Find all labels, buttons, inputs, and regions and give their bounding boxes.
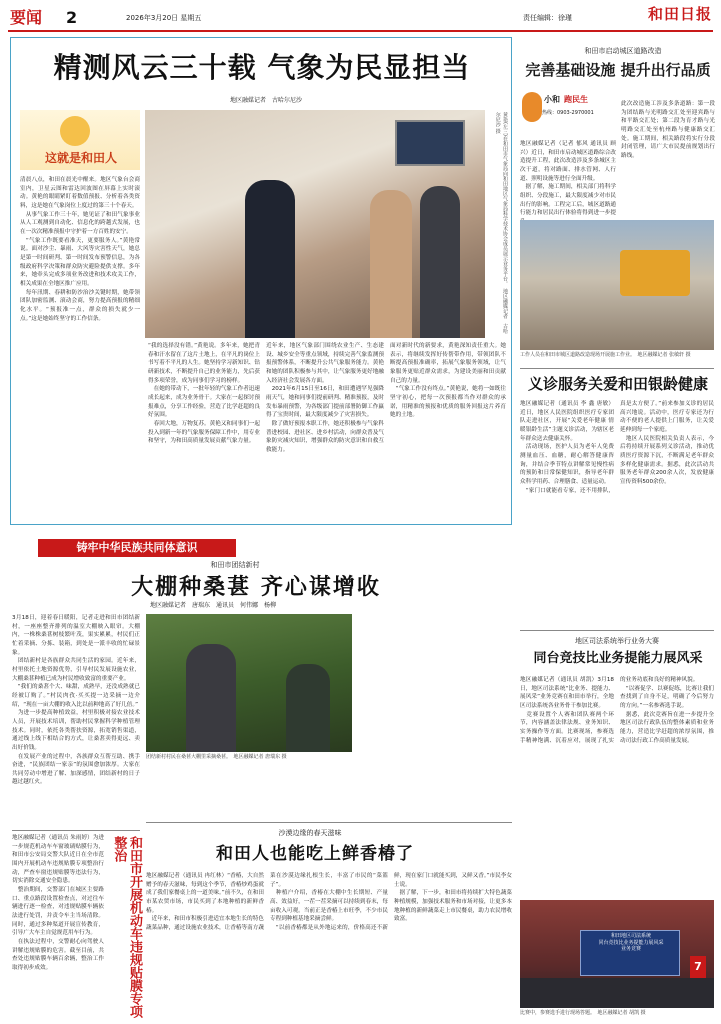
road-body: 地区融媒记者（记者 郁风 通讯员 顾兴）近日，和田市启动城区道路综合改造提升工程，此次改造涉及多条城区主次干道，将对路面、排水管网、人行道、照明设施等进行全面升级。 据了解，施工期间，相关部门将科学组织、分段施工，最大限度减少对市民出行的影响。工程完工后，城区道路通行能力和居民出行体验将得到进一步提 [520, 141, 616, 217]
desk-row [520, 978, 714, 1008]
feature-headline: 精测风云三十载 气象为民显担当 [53, 51, 471, 84]
hotline: 热线：0903-2970001 [542, 110, 594, 116]
header-rule [8, 30, 713, 32]
topic-banner [38, 539, 236, 557]
page-header [8, 4, 713, 30]
score-value: 7 [694, 960, 702, 973]
divider-a5 [146, 822, 512, 823]
excavator-shape [620, 250, 690, 296]
road-kicker: 和田市启动城区道路改造 [584, 47, 662, 55]
feature-col-3: 近年来，地区气象部门围绕农业生产、生态建设、城乡安全等重点领域，持续完善气象监测预报预警体系，不断提升公共气象服务能力。黄艳和她的团队积极参与其中，让气象服务更好地融入经济社会发展各方面。 2021年6月15日至16日，和田遭遇罕见强降雨天气，她和同事们提前研判、精准预报，及时发布暴雨预警，为各级部门提前部署防御工作赢得了宝贵时间，最大限度减少了灾害损失。 除了做好预报本职工作，她还积极参与气象科普进校园、进社区、进乡村活动，向群众普及气象防灾减灾知识，增强群众的防灾意识和自救互救能力。 [266, 343, 384, 453]
farmer-figure-2 [286, 664, 330, 752]
banner-label: 铸牢中华民族共同体意识 [76, 541, 198, 554]
issue-date: 2026年3月20日 星期五 [126, 14, 202, 22]
road-photo-caption: 工作人员在和田市城区道路改造现场开展施工作业。 地区融媒记者 张敏轩 摄 [520, 352, 691, 358]
logo-name: 小和 [544, 95, 560, 104]
page-number: 2 [66, 8, 78, 27]
mulberry-photo-caption: 团结新村村民在桑葚大棚里采摘桑葚。 地区融媒记者 唐瑞东 摄 [146, 754, 287, 760]
stage-screen [580, 930, 680, 976]
toona-body: 地区融媒记者（通讯员 冉红林）“香椿，大自然赠予的春天滋味，每到这个季节，香椿炒鸡蛋就成了我们家餐桌上的一道美味。”前不久，在和田市某农贸市场，市民买到了本地种植的新鲜香椿。 近年来，和田市积极引进适宜本地生长的特色蔬菜品种，通过设施农业技术，让香椿等南方蔬菜在沙漠边缘扎根生长，丰富了市民的“菜篮子”。 种植户介绍，香椿在大棚中生长期短、产量高、效益好，一茬一茬采摘可以持续到春末，每亩收入可观。当前正是香椿上市旺季，不少市民专程到种植基地采摘尝鲜。 “以前香椿都是从外地运来的，价格高还不新鲜，现在家门口就能买到，又鲜又香。”市民李女士说。 据了解，下一步，和田市将持续扩大特色蔬菜种植规模，加强技术服务和市场对接，让更多本地种植的新鲜蔬菜走上市民餐桌，助力农民增收致富。 [146, 873, 512, 931]
score-sign [690, 956, 706, 978]
person-figure-2 [370, 190, 412, 338]
feature-deco [20, 110, 140, 170]
contest-body: 地区融媒记者（通讯员 胡凯）3月18日，地区司法系统“比业务、提能力、展风采”业务竞赛在和田市举行，全地区司法系统各业务骨干参加比赛。 竞赛设置个人赛和团队赛两个环节，内容涵盖法律法规、业务知识、实务操作等方面。比赛现场，参赛选手精神饱满、沉着应对，展现了扎实的业务功底和良好的精神风貌。 “以赛促学、以赛促练，比赛让我们查找到了自身不足，明确了今后努力的方向。”一名参赛选手说。 据悉，此次竞赛旨在进一步提升全地区司法行政队伍的整体素质和业务能力，营造比学赶超的浓厚氛围，推动司法行政工作高质量发展。 [520, 677, 714, 744]
mulberry-byline: 地区融媒记者 唐瑞东 通讯员 何伟娜 杨柳 [150, 602, 277, 609]
toona-headline: 和田人也能吃上鲜香椿了 [216, 844, 414, 864]
mulberry-kicker: 和田市团结新村 [210, 561, 260, 569]
toona-kicker: 沙漠边缘的春天滋味 [278, 829, 342, 837]
clinic-headline: 义诊服务关爱和田银龄健康 [527, 375, 708, 393]
farmer-figure [186, 644, 236, 752]
feature-photo [145, 110, 485, 338]
filmtint-headline: 和田市开展机动车违规贴膜专项整治 [111, 836, 142, 1018]
divider-a3 [520, 368, 714, 369]
monitor-shape [395, 120, 465, 166]
contest-photo [520, 900, 714, 1008]
feature-col-2: “我的选择没有错。”黄艳说。多年来，她把青春和汗水留在了这片土地上，在平凡的岗位上书写着不平凡的人生。她坚持学习新知识、钻研新技术，不断提升自己的业务能力，先后获得多项荣誉，成为同事们学习的榜样。 在她的带动下，一批年轻的气象工作者迅速成长起来，成为业务骨干。大家在一起探讨预报难点，分享工作经验，营造了比学赶超的良好氛围。 春回大地，万物复苏。黄艳又和同事们一起投入到新一年的气象服务保障工作中，用专业和坚守，为和田高质量发展贡献气象力量。 [148, 343, 260, 445]
sun-icon [60, 116, 90, 146]
logo-sub: 跑民生 [564, 95, 588, 104]
road-headline: 完善基础设施 提升出行品质 [525, 61, 711, 79]
screen-text: 和田地区司法系统 同台竞技比业务提能力展风采 业务竞赛 [598, 933, 664, 952]
mulberry-headline: 大棚种桑葚 齐心谋增收 [131, 574, 381, 600]
contest-kicker: 地区司法系统举行业务大赛 [575, 637, 659, 645]
clinic-body: 地区融媒记者（通讯员 李 鑫 唐敏）近日，地区人民医院组织医疗专家团队走进社区，开展“关爱老年健康 情暖银龄生活”主题义诊活动，为辖区老年群众送去健康关怀。 活动现场，医护人员为老年人免费测量血压、血糖，耐心解答健康咨询，并结合季节特点讲解常见慢性病的预防和日常保健知识，指导老年群众科学用药、合理膳食、适量运动。 “家门口就能看专家，还不用排队，真是太方便了。”前来参加义诊的居民高兴地说。活动中，医疗专家还为行动不便的老人提供上门服务，让关爱延伸到每一个家庭。 地区人民医院相关负责人表示，今后将持续开展系列义诊活动，推动优质医疗资源下沉，不断满足老年群众多样化健康需求。据悉，此次活动共服务老年群众200余人次，发放健康宣传资料500余份。 [520, 401, 714, 494]
feature-col-1: 清晨八点，和田在晨光中醒来。地区气象台会商室内，卫星云图和雷达回波图在屏幕上实时滚动。黄艳的眼睛紧盯着数值预报、分析着各类资料，这是她在气象岗位上度过的第三十个春天。 从事气象工作三十年，她见证了和田气象事业从人工观测到自动化、信息化的跨越式发展，也在一次次精准预报中守护着一方百姓的安宁。 “气象工作既要看准天，更要服务人。”黄艳常说。面对沙尘、暴雨、大风等灾害性天气，她总是第一时间研判、第一时间发布预警信息，为各级政府科学决策和群众防灾避险提供支撑。多年来，她牵头完成多项业务改进和技术攻关工作，相关成果在全地区推广应用。 每年汛期、春耕和防沙治沙关键时期，她带领团队加密监测、滚动会商，努力提高预报的精细化水平。“预报准一点，群众的损失就少一点。”这是她始终坚守的工作信条。 [20, 177, 140, 322]
road-photo [520, 220, 714, 350]
feature-byline: 地区融媒记者 古哈尔尼沙 [230, 97, 303, 104]
feature-photo-caption: 黄艳(左三)在和田市气象局向和田地区气象局科学技术协会成员展示业务平台。 地区融媒记者 古哈尔尼沙 摄 [494, 112, 508, 334]
contest-photo-caption: 比赛中，参赛选手进行现场答题。 地区融媒记者 胡凯 摄 [520, 1010, 646, 1016]
mulberry-photo [146, 614, 352, 752]
editor-credit: 责任编辑：徐瑾 [523, 14, 572, 22]
mascot-icon [522, 92, 542, 122]
filmtint-body: 地区融媒记者（通讯员 朱雨婷）为进一步规范机动车车窗玻璃贴膜行为，和田市公安局交警大队近日在全市范围内开展机动车违规贴膜专项整治行动，严查车窗违规贴膜等违法行为，切实消除交通安全隐患。 整治期间，交警部门在城区主要路口、重点路段设置检查点，对过往车辆进行逐一检查，对违规贴膜车辆依法进行处罚，并责令车主当场清除。同时，通过多种渠道开展宣传教育，引导广大车主自觉规范用车行为。 在执法过程中，交警耐心向驾驶人讲解违规贴膜的危害。截至目前，共查处违规贴膜车辆百余辆，整治工作取得初步成效。 [12, 835, 104, 971]
person-figure-1 [245, 180, 295, 338]
person-figure-3 [420, 186, 460, 338]
mulberry-col-1: 3月18日，迎着春日暖阳，记者走进和田市团结新村，一座座整齐排列的温室大棚映入眼帘。大棚内，一株株桑葚树枝繁叶茂，果实累累，村民们正忙着采摘、分拣、装箱，到处是一派丰收的忙碌景象。 团结新村是各族群众共同生活的家园。近年来，村里依托土地资源优势，引导村民发展设施农业，大棚桑葚种植已成为村民增收致富的重要产业。 “我们的桑葚个大、味甜，成熟早，还没成熟就已经被订购了。”村民肉孜·买买提一边采摘一边介绍，“现在一亩大棚的收入比以前种地高了好几倍。” 为进一步提高种植效益，村里积极对接农业技术人员，开展技术培训，帮助村民掌握科学种植管理技术。同时，依托各类帮扶资源，拓宽销售渠道，通过线上线下相结合的方式，让桑葚卖得更远、卖出好价钱。 在发展产业的过程中，各族群众互帮互助、携手奋进，“民族团结一家亲”的氛围愈加浓厚。大家在共同劳动中增进了解、加深感情，团结新村的日子越过越红火。 [12, 615, 140, 786]
masthead-logo: 和田日报 [648, 5, 713, 23]
contest-headline: 同台竞技比业务提能力展风采 [533, 651, 703, 666]
section-name: 要闻 [10, 8, 43, 27]
divider-a7 [520, 630, 714, 631]
road-side: 此次改造施工涉及多条道路：第一段为团结路与光明路交汇处至迎宾路与和平路交汇处；第二段为育才路与光明路交汇处至杭州路与健康路交汇处。施工期间，相关路段将实行分段封闭管理，请广大市民提前规划出行路线。 [621, 101, 715, 159]
deco-label: 这就是和田人 [44, 151, 117, 165]
road-logo [520, 88, 595, 136]
divider-a6 [12, 830, 140, 831]
feature-col-4: 面对新时代的新要求，黄艳深知责任重大。她表示，将继续发挥好传帮带作用，带领团队不断提高预报准确率，拓展气象服务领域，让气象服务更贴近群众需求，为建设美丽和田贡献自己的力量。 “气象工作没有终点。”黄艳说，她将一如既往坚守初心，把每一次预报都当作对群众的承诺，用精准的预报和优质的服务回报这片养育她的土地。 [390, 343, 506, 419]
